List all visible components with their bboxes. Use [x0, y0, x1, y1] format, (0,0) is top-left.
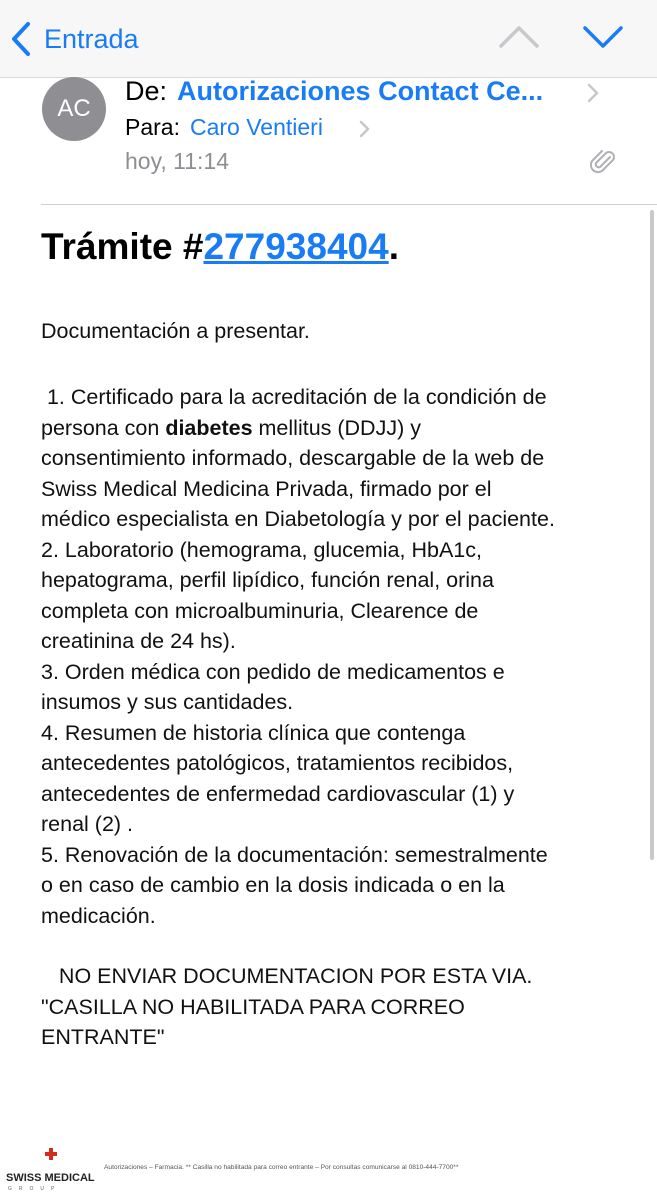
list-line	[41, 382, 621, 413]
list-line: 2. Laboratorio (hemograma, glucemia, HbA1c,	[41, 537, 482, 562]
list-line: insumos y sus cantidades.	[41, 690, 294, 714]
next-message-button[interactable]	[582, 22, 624, 57]
nav-bar	[0, 0, 657, 78]
to-row[interactable]	[125, 114, 323, 141]
notice-text	[41, 961, 621, 1053]
message-date: hoy, 11:14	[125, 148, 230, 174]
recipient-name[interactable]: Caro Ventieri	[189, 114, 323, 140]
tramite-link[interactable]: 277938404	[203, 226, 389, 267]
chevron-down-icon	[582, 22, 624, 52]
list-line: 4. Resumen de historia clínica que contenga	[41, 720, 466, 745]
back-label: Entrada	[44, 23, 139, 54]
list-line: consentimiento informado, descargable de la web de	[41, 446, 545, 470]
list-line: antecedentes de enfermedad cardiovascular (1) y	[41, 781, 515, 806]
from-row[interactable]	[125, 76, 543, 107]
bold-term: diabetes	[165, 415, 253, 440]
chevron-left-icon	[10, 21, 32, 57]
back-button[interactable]	[10, 16, 139, 62]
title-suffix: .	[388, 226, 399, 267]
logo-subtext: GROUP	[8, 1186, 62, 1192]
header-divider	[41, 204, 657, 205]
list-text: 1. Certificado para la acreditación de la condición de	[41, 385, 547, 409]
from-label: De:	[125, 76, 168, 106]
list-line: o en caso de cambio en la dosis indicada o en la	[41, 873, 505, 897]
sender-name[interactable]: Autorizaciones Contact Ce...	[177, 76, 544, 106]
list-line: médico especialista en Diabetología y por el paciente.	[41, 507, 555, 531]
requirements-list	[41, 382, 621, 931]
list-text: mellitus (DDJJ) y	[252, 415, 421, 440]
message-title	[41, 226, 399, 268]
footer-banner	[0, 1140, 657, 1200]
chevron-up-icon	[498, 22, 540, 52]
to-label: Para:	[125, 114, 180, 140]
notice-line: ENTRANTE"	[41, 1025, 165, 1049]
logo-text: SWISS MEDICAL	[6, 1172, 95, 1184]
swiss-medical-logo	[6, 1148, 96, 1194]
list-line: 3. Orden médica con pedido de medicamentos e	[41, 659, 505, 684]
list-line: antecedentes patológicos, tratamientos recibidos,	[41, 751, 514, 775]
notice-line: "CASILLA NO HABILITADA PARA CORREO	[41, 994, 465, 1019]
previous-message-button[interactable]	[498, 22, 540, 57]
list-line: completa con microalbuminuria, Clearence de	[41, 598, 479, 623]
list-text: persona con	[41, 415, 166, 440]
list-line: medicación.	[41, 903, 156, 928]
list-line: hepatograma, perfil lipídico, función renal, orina	[41, 568, 494, 592]
notice-line: NO ENVIAR DOCUMENTACION POR ESTA VIA.	[41, 964, 533, 988]
list-line: creatinina de 24 hs).	[41, 629, 236, 653]
paperclip-icon	[590, 148, 616, 176]
list-line: 5. Renovación de la documentación: semestralmente	[41, 842, 548, 867]
documentation-heading: Documentación a presentar.	[41, 319, 310, 343]
title-prefix: Trámite #	[41, 226, 204, 267]
list-line: Swiss Medical Medicina Privada, firmado por el	[41, 476, 492, 501]
sender-avatar[interactable]: AC	[42, 77, 106, 141]
chevron-right-icon[interactable]	[358, 120, 370, 138]
footer-disclaimer: Autorizaciones – Farmacia. ** Casilla no habilitada para correo entrante – Por consultas comunicarse al 0810-444-7700**	[104, 1164, 459, 1171]
cross-icon	[45, 1148, 57, 1160]
list-line	[41, 413, 621, 444]
chevron-right-icon[interactable]	[586, 83, 600, 103]
list-line: renal (2) .	[41, 812, 134, 836]
scrollbar[interactable]	[650, 210, 654, 860]
